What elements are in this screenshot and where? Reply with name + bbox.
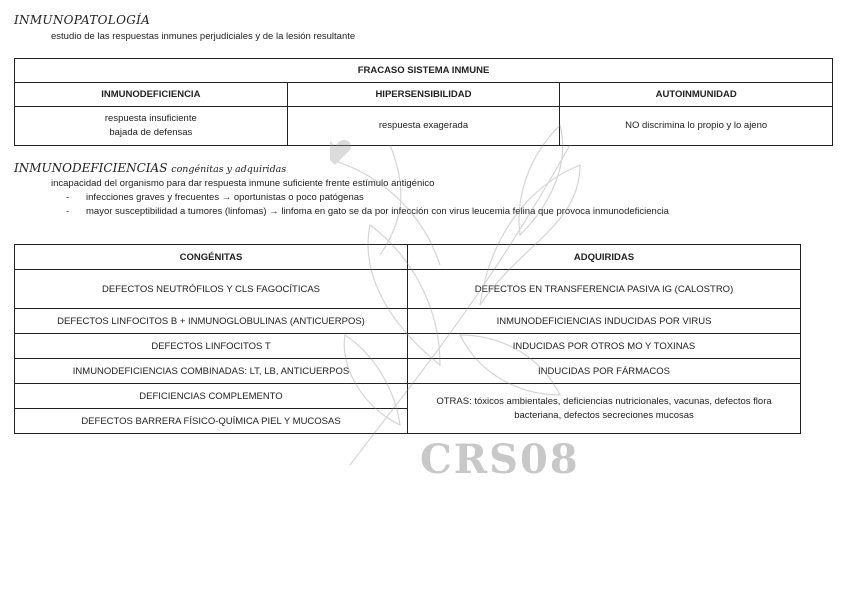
table-cell: INMUNODEFICIENCIAS COMBINADAS: LT, LB, ANTICUERPOS [15,359,408,384]
cell-hipersensibilidad: respuesta exagerada [287,107,560,146]
table-cell: DEFECTOS NEUTRÓFILOS Y CLS FAGOCÍTICAS [15,270,408,309]
table-cell: OTRAS: tóxicos ambientales, deficiencias nutricionales, vacunas, defectos flora bacteriana, defectos secreciones mucosas [408,384,801,434]
bullet-marker: - [66,206,70,217]
cell-text: respuesta insuficiente [104,113,197,124]
list-item-text: mayor susceptibilidad a tumores (linfomas) → linfoma en gato se da por infección con virus leucemia felina que provoca inmunodeficiencia [86,206,669,217]
cell-text: bajada de defensas [109,127,193,138]
column-header-congenitas: CONGÉNITAS [15,245,408,270]
list-item-text: infecciones graves y frecuentes → oportunistas o poco patógenas [86,192,364,203]
table-cell: INMUNODEFICIENCIAS INDUCIDAS POR VIRUS [408,309,801,334]
watermark-text: CRS08 [420,436,580,483]
cell-inmunodeficiencia [15,107,288,146]
table-header: FRACASO SISTEMA INMUNE [15,59,833,83]
immunodeficiency-types-table [14,244,801,434]
section-title-main: INMUNODEFICIENCIAS [14,161,168,175]
column-header-autoinmunidad: AUTOINMUNIDAD [560,83,833,107]
list-item [66,192,364,203]
table-cell: INDUCIDAS POR OTROS MO Y TOXINAS [408,334,801,359]
cell-autoinmunidad: NO discrimina lo propio y lo ajeno [560,107,833,146]
section-subtitle: congénitas y adquiridas [171,164,287,175]
page-title: INMUNOPATOLOGÍA [14,13,151,27]
column-header-adquiridas: ADQUIRIDAS [408,245,801,270]
table-cell: DEFECTOS BARRERA FÍSICO-QUÍMICA PIEL Y MUCOSAS [15,409,408,434]
column-header-hipersensibilidad: HIPERSENSIBILIDAD [287,83,560,107]
table-cell: INDUCIDAS POR FÁRMACOS [408,359,801,384]
table-cell: DEFECTOS LINFOCITOS T [15,334,408,359]
table-cell: DEFICIENCIAS COMPLEMENTO [15,384,408,409]
table-cell: DEFECTOS EN TRANSFERENCIA PASIVA IG (CALOSTRO) [408,270,801,309]
column-header-inmunodeficiencia: INMUNODEFICIENCIA [15,83,288,107]
list-item [66,206,669,217]
section-description: incapacidad del organismo para dar respuesta inmune suficiente frente estímulo antigénico [51,178,435,189]
immune-failure-table [14,58,833,146]
bullet-marker: - [66,192,70,203]
section-title [14,161,286,175]
table-cell: DEFECTOS LINFOCITOS B + INMUNOGLOBULINAS (ANTICUERPOS) [15,309,408,334]
page-description: estudio de las respuestas inmunes perjudiciales y de la lesión resultante [51,31,356,42]
